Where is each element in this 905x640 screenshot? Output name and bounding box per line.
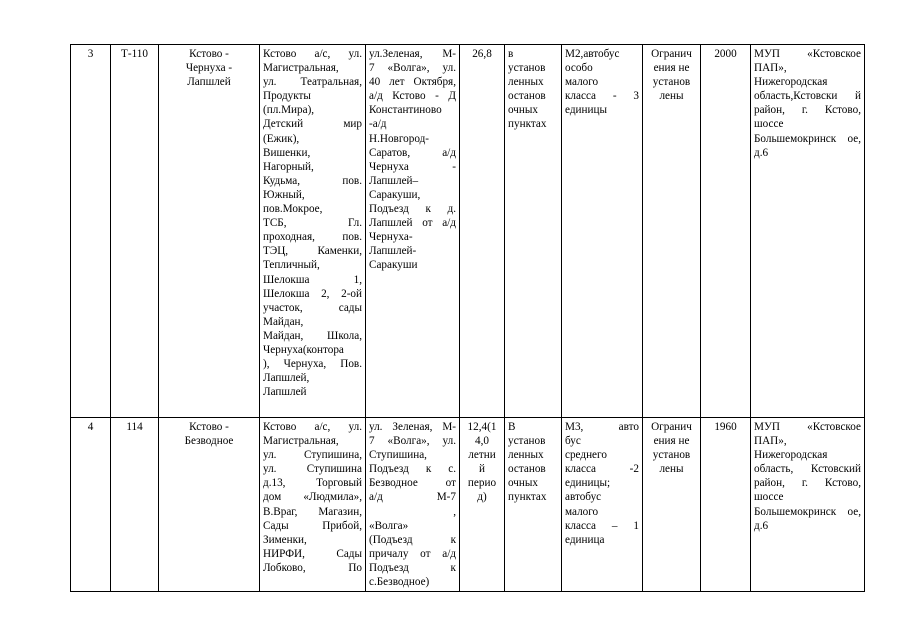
- cell-line: Подъезд к: [369, 561, 456, 574]
- cell-line: Шелокша 2, 2-ой: [263, 287, 362, 300]
- cell-line: 7 «Волга», ул.: [369, 435, 456, 448]
- cell-line: пов.Мокрое,: [263, 203, 323, 216]
- cell-line: единица: [565, 533, 605, 546]
- cell-line: особо: [565, 62, 593, 75]
- cell-line: Константиново: [369, 104, 442, 117]
- cell-line: ул. Ступишина,: [263, 449, 362, 462]
- row-number: 3: [71, 45, 111, 418]
- cell-line: Ступишина,: [369, 449, 427, 462]
- cell-line: ул. Ступишина: [263, 463, 362, 476]
- cell-line: Зименки,: [263, 533, 307, 546]
- cell-line: ул. Зеленая, М-: [369, 421, 456, 433]
- cell-line: а/д Кстово - Д: [369, 90, 456, 103]
- cell-line: Подъезд к с.: [369, 463, 456, 476]
- cell-line: проходная, пов.: [263, 231, 362, 244]
- cell-line: Н.Новгород-: [369, 132, 430, 145]
- route-name-line: Чернуха -: [185, 62, 233, 75]
- cell-line: -а/д: [369, 118, 387, 131]
- routes-table: [70, 44, 865, 592]
- cell-line: Саратов, а/д: [369, 146, 456, 159]
- route-number: 114: [111, 418, 159, 592]
- cell-line: Саракуши,: [369, 188, 421, 201]
- cell-line: 7 «Волга», ул.: [369, 62, 456, 75]
- cell-line: Кстово а/с, ул.: [263, 421, 362, 433]
- cell-line: Майдан, Школа,: [263, 329, 362, 342]
- cell-line: Южный,: [263, 188, 305, 201]
- cell-line: «Волга»: [369, 519, 409, 532]
- cell-line: причалу от а/д: [369, 547, 456, 560]
- cell-line: Продукты: [263, 90, 311, 103]
- cell-line: бус: [565, 435, 581, 448]
- cell-line: дом «Людмила»,: [263, 491, 362, 504]
- vehicle-info: [562, 418, 643, 592]
- route-length: 26,8: [460, 45, 505, 418]
- cell-line: среднего: [565, 449, 607, 462]
- cell-line: единицы;: [565, 477, 611, 490]
- route-name: [159, 418, 260, 592]
- cell-line: класса -2: [565, 463, 639, 476]
- cell-line: Лапшлей-: [369, 245, 417, 258]
- cell-line: В.Враг, Магазин,: [263, 505, 362, 518]
- cell-line: Чернуха(контора: [263, 343, 344, 356]
- cell-line: единицы: [565, 104, 607, 117]
- cell-line: Лобково, По: [263, 561, 362, 574]
- restrictions: Огранич ения не установ лены: [643, 45, 701, 418]
- carrier-info: МУП «Кстовское ПАП», Нижегородская область,Кстовски й район, г. Кстово, шоссе Большемокринск ое, д.6: [751, 45, 865, 418]
- cell-line: Вишенки,: [263, 146, 311, 159]
- cell-line: 40 лет Октября,: [369, 76, 456, 89]
- cell-line: автобус: [565, 491, 602, 504]
- route-name-line: Безводное: [184, 435, 234, 448]
- cell-line: малого: [565, 76, 599, 89]
- cell-line: Лапшлей от а/д: [369, 217, 456, 230]
- cell-line: участок, сады: [263, 301, 362, 314]
- start-year: 2000: [701, 45, 751, 418]
- restrictions: Огранич ения не установ лены: [643, 418, 701, 592]
- vehicle-info: [562, 45, 643, 418]
- cell-line: Лапшлей: [263, 386, 307, 399]
- cell-line: (пл.Мира),: [263, 104, 315, 117]
- cell-line: НИРФИ, Сады: [263, 547, 362, 560]
- route-name-line: Кстово -: [189, 421, 229, 433]
- streets-list: [366, 45, 460, 418]
- stop-order: В установ ленных останов очных пунктах: [505, 418, 562, 592]
- cell-line: класса - 3: [565, 90, 639, 103]
- cell-line: д.13, Торговый: [263, 477, 362, 490]
- row-number: 4: [71, 418, 111, 592]
- carrier-info: МУП «Кстовское ПАП», Нижегородская область, Кстовский район, г. Кстово, шоссе Большемокринск ое, д.6: [751, 418, 865, 592]
- cell-line: (Ежик),: [263, 132, 300, 145]
- cell-line: малого: [565, 505, 599, 518]
- route-number: Т-110: [111, 45, 159, 418]
- cell-line: Сады Прибой,: [263, 519, 362, 532]
- cell-line: ,: [453, 505, 456, 518]
- cell-line: Чернуха-: [369, 231, 413, 244]
- cell-line: М2,автобус: [565, 48, 620, 60]
- cell-line: Нагорный,: [263, 160, 314, 173]
- cell-line: Саракуши: [369, 259, 418, 272]
- cell-line: Шелокша 1,: [263, 273, 362, 286]
- route-name: [159, 45, 260, 418]
- cell-line: а/д М-7: [369, 491, 456, 504]
- start-year: 1960: [701, 418, 751, 592]
- cell-line: Безводное от: [369, 477, 456, 490]
- cell-line: Детский мир: [263, 118, 362, 131]
- cell-line: Чернуха -: [369, 160, 456, 173]
- cell-line: ул. Театральная,: [263, 76, 362, 89]
- cell-line: Лапшлей–: [369, 174, 419, 187]
- cell-line: Кудьма, пов.: [263, 174, 362, 187]
- cell-line: Кстово а/с, ул.: [263, 48, 362, 60]
- cell-line: ТЭЦ, Каменки,: [263, 245, 362, 258]
- stops-list: [260, 45, 366, 418]
- route-name-line: Кстово -: [189, 48, 229, 60]
- cell-line: М3, авто: [565, 421, 639, 433]
- cell-line: Магистральная,: [263, 435, 339, 448]
- cell-line: Тепличный,: [263, 259, 320, 272]
- streets-list: [366, 418, 460, 592]
- cell-line: ТСБ, Гл.: [263, 217, 362, 230]
- cell-line: класса – 1: [565, 519, 639, 532]
- table-row: [71, 45, 865, 418]
- route-length: 12,4(1 4,0 летни й перио д): [460, 418, 505, 592]
- cell-line: Майдан,: [263, 315, 304, 328]
- cell-line: ул.Зеленая, М-: [369, 48, 456, 60]
- cell-line: с.Безводное): [369, 576, 430, 589]
- cell-line: Лапшлей,: [263, 372, 310, 385]
- cell-line: (Подъезд к: [369, 533, 456, 546]
- cell-line: Подъезд к д.: [369, 203, 456, 216]
- stops-list: [260, 418, 366, 592]
- route-name-line: Лапшлей: [187, 76, 231, 89]
- cell-line: Магистральная,: [263, 62, 339, 75]
- table-row: [71, 418, 865, 592]
- stop-order: в установ ленных останов очных пунктах: [505, 45, 562, 418]
- cell-line: ), Чернуха, Пов.: [263, 358, 362, 371]
